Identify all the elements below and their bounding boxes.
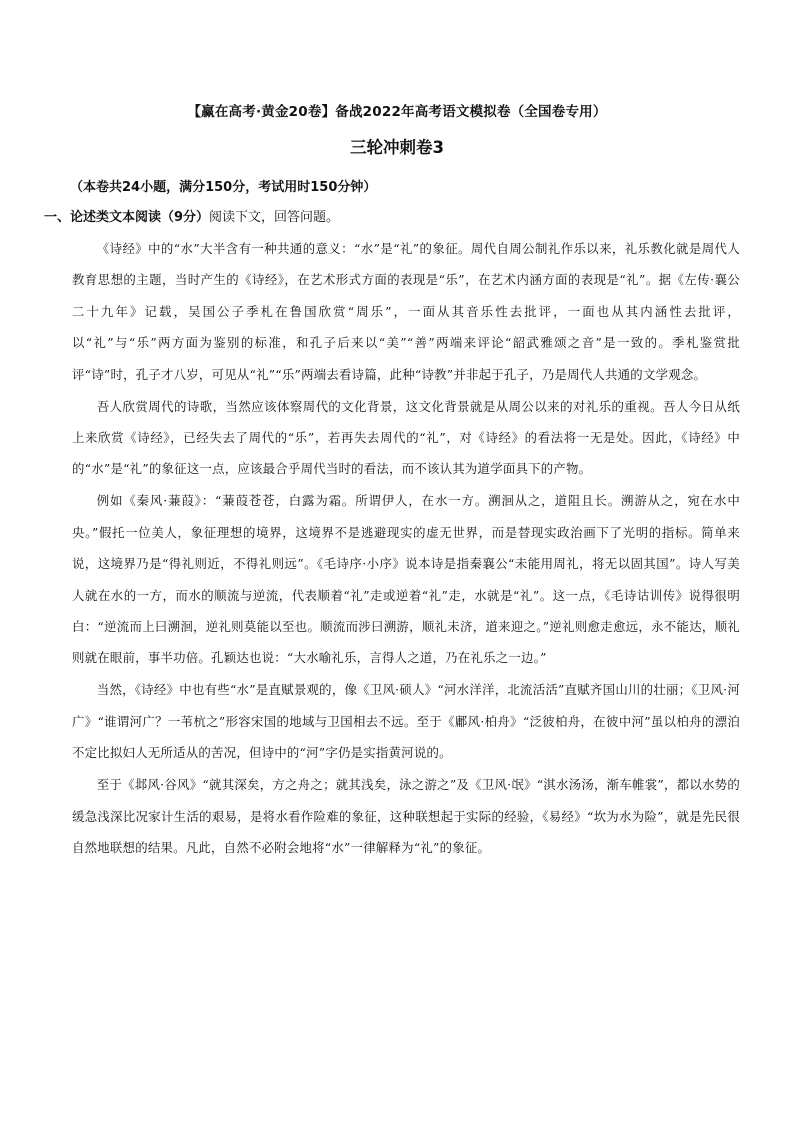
- section-heading: [44, 206, 339, 225]
- section-heading-label: 一、论述类文本阅读（9分）: [44, 210, 210, 225]
- exam-note: （本卷共24小题，满分150分，考试用时150分钟）: [70, 180, 377, 195]
- passage-paragraph-1: 《诗经》中的“水”大半含有一种共通的意义：“水”是“礼”的象征。周代自周公制礼作乐以来，礼乐教化就是周代人教育思想的主题，当时产生的《诗经》，在艺术形式方面的表现是“乐”，在艺术内涵方面的表现是“礼”。据《左传·襄公二十九年》记载，吴国公子季札在鲁国欣赏“周乐”，一面从其音乐性去批评，一面也从其内涵性去批评，以“礼”与“乐”两方面为鉴别的标准，和孔子后来以“美”“善”两端来评论“韶武雅颂之音”是一致的。季札鉴赏批评“诗”时，孔子才八岁，可见从“礼”“乐”两端去看诗篇，此种“诗教”并非起于孔子，乃是周代人共通的文学观念。: [72, 241, 740, 382]
- exam-paper-title: 三轮冲刺卷3: [350, 138, 444, 157]
- passage-paragraph-3: 例如《秦风·蒹葭》：“蒹葭苍苍，白露为霜。所谓伊人，在水一方。溯洄从之，道阻且长。溯游从之，宛在水中央。”假托一位美人，象征理想的境界，这境界不是逃避现实的虚无世界，而是替现实政治画下了光明的指标。简单来说，这境界乃是“得礼则近，不得礼则远”。《毛诗序·小序》说本诗是指秦襄公“未能用周礼，将无以固其国”。诗人写美人就在水的一方，而水的顺流与逆流，代表顺着“礼”走或逆着“礼”走，水就是“礼”。这一点，《毛诗诂训传》说得很明白：“逆流而上曰溯洄，逆礼则莫能以至也。顺流而涉曰溯游，顺礼未济，道来迎之。”逆礼则愈走愈远，永不能达，顺礼则就在眼前，事半功倍。孔颖达也说：“大水喻礼乐，言得人之道，乃在礼乐之一边。”: [72, 493, 740, 666]
- passage-paragraph-2: 吾人欣赏周代的诗歌，当然应该体察周代的文化背景，这文化背景就是从周公以来的对礼乐的重视。吾人今日从纸上来欣赏《诗经》，已经失去了周代的“乐”，若再失去周代的“礼”，对《诗经》的看法将一无是处。因此，《诗经》中的“水”是“礼”的象征这一点，应该最合乎周代当时的看法，而不该认其为道学面具下的产物。: [72, 398, 740, 477]
- section-instruction: 阅读下文，回答问题。: [209, 210, 340, 225]
- passage-paragraph-4: 当然，《诗经》中也有些“水”是直赋景观的，像《卫风·硕人》“河水洋洋，北流活活”直赋齐国山川的壮丽；《卫风·河广》“谁谓河广？一苇杭之”形容宋国的地域与卫国相去不远。至于《鄘风·柏舟》“泛彼柏舟，在彼中河”虽以柏舟的漂泊不定比拟妇人无所适从的苦况，但诗中的“河”字仍是实指黄河说的。: [72, 682, 740, 761]
- reading-passage: [72, 233, 740, 864]
- passage-paragraph-5: 至于《邶风·谷风》“就其深矣，方之舟之；就其浅矣，泳之游之”及《卫风·氓》“淇水汤汤，渐车帷裳”，都以水势的缓急浅深比况家计生活的艰易，是将水看作险难的象征，这种联想起于实际的经验，《易经》“坎为水为险”，就是先民很自然地联想的结果。凡此，自然不必附会地将“水”一律解释为“礼”的象征。: [72, 777, 740, 856]
- exam-series-title: 【赢在高考·黄金20卷】备战2022年高考语文模拟卷（全国卷专用）: [187, 104, 607, 120]
